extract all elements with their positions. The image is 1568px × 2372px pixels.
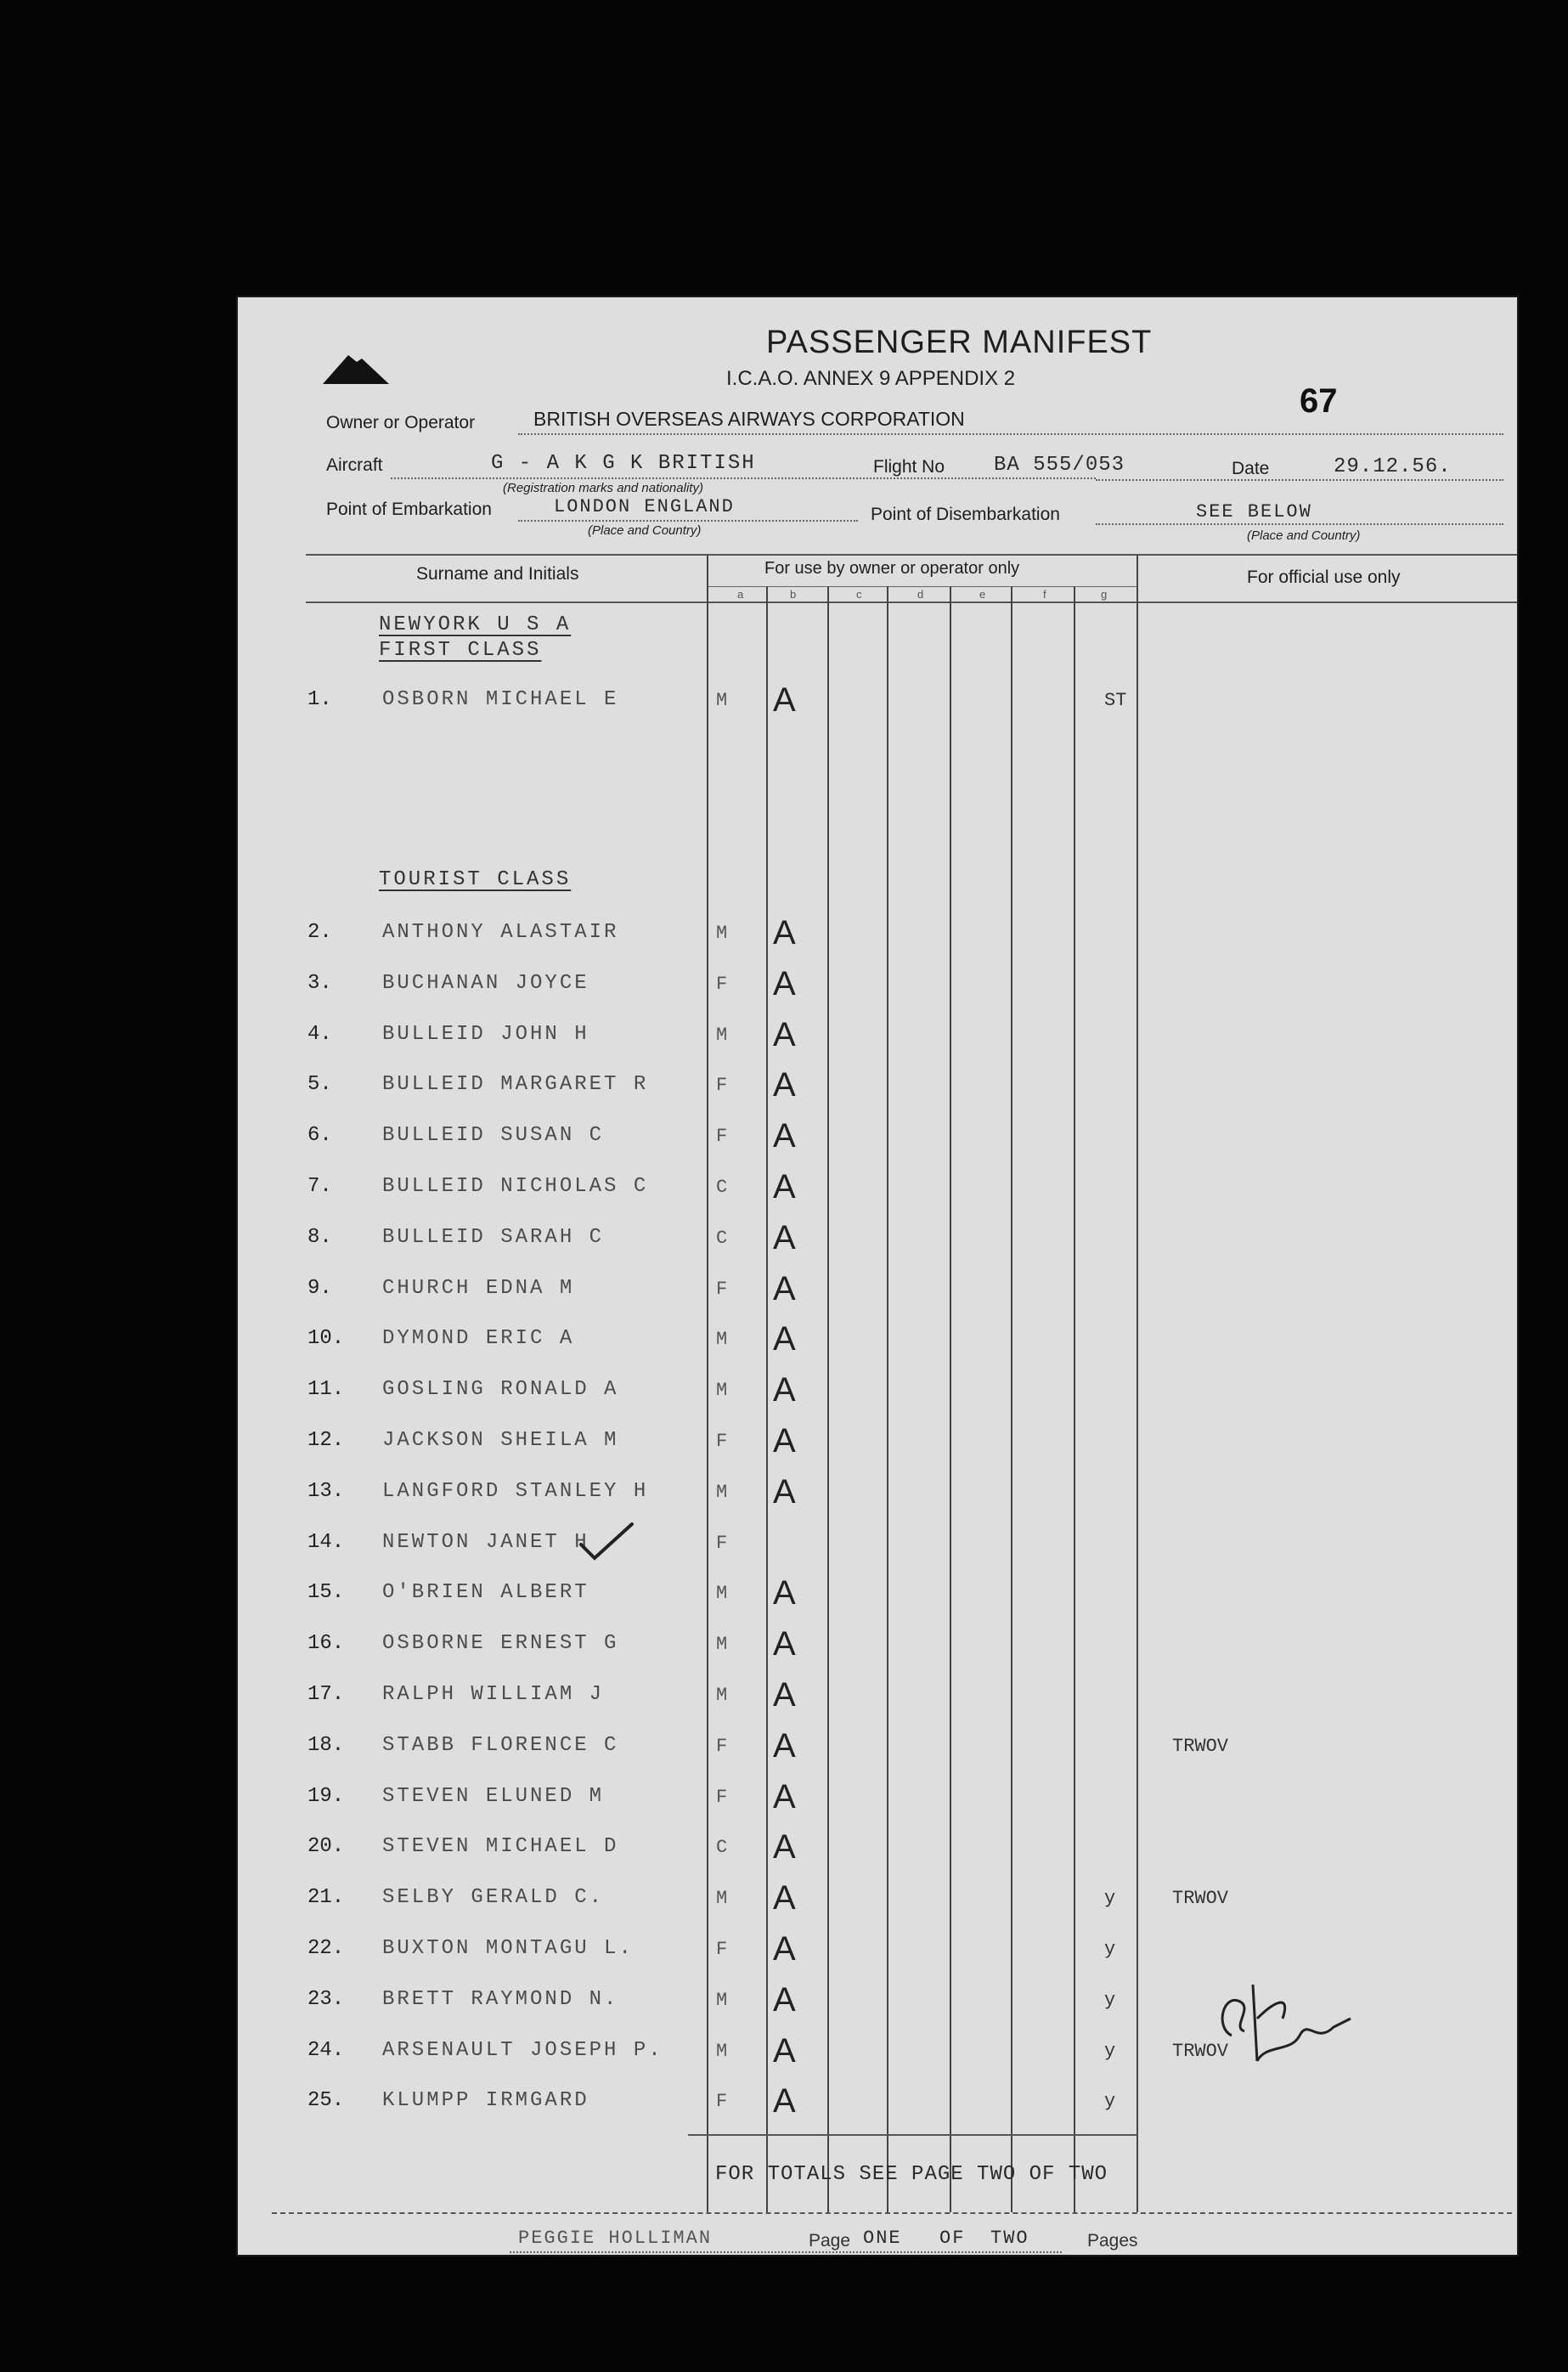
passenger-name: ANTHONY ALASTAIR — [382, 921, 619, 944]
passenger-name: BULLEID NICHOLAS C — [382, 1175, 649, 1198]
passenger-name: LANGFORD STANLEY H — [382, 1480, 649, 1503]
passenger-name: BUXTON MONTAGU L. — [382, 1937, 634, 1960]
table-header-bottom-rule — [306, 601, 1517, 603]
passenger-sex: F — [716, 1787, 728, 1808]
row-number: 24. — [307, 2039, 345, 2062]
passenger-name: GOSLING RONALD A — [382, 1378, 619, 1401]
table-top-rule — [306, 554, 1517, 556]
handwritten-initials-icon — [1206, 1968, 1359, 2095]
passenger-row — [238, 1676, 1517, 1724]
passenger-row — [238, 1778, 1517, 1826]
passenger-sex: C — [716, 1177, 728, 1198]
col-g-value: y — [1104, 1990, 1116, 2011]
col-g-value: y — [1104, 1888, 1116, 1909]
passenger-sex: F — [716, 1075, 728, 1096]
owner-label: Owner or Operator — [326, 413, 476, 432]
passenger-row — [238, 1422, 1517, 1470]
handwritten-mark: A — [773, 1270, 796, 1307]
disembark-dotline — [1096, 523, 1503, 525]
page-value: ONE — [863, 2228, 902, 2249]
passenger-row — [238, 965, 1517, 1013]
totals-note: FOR TOTALS SEE PAGE TWO OF TWO — [715, 2163, 1108, 2186]
row-number: 9. — [307, 1277, 332, 1300]
passenger-sex: M — [716, 1685, 728, 1706]
passenger-row — [238, 1625, 1517, 1673]
row-number: 15. — [307, 1581, 345, 1604]
document-title: PASSENGER MANIFEST — [766, 325, 1153, 360]
row-number: 14. — [307, 1531, 345, 1554]
passenger-sex: M — [716, 1990, 728, 2011]
passenger-row — [238, 1117, 1517, 1165]
passenger-sex: F — [716, 1736, 728, 1757]
embark-value: LONDON ENGLAND — [554, 496, 735, 517]
of-label: OF — [939, 2228, 966, 2249]
passenger-name: SELBY GERALD C. — [382, 1886, 605, 1909]
passenger-row — [238, 1828, 1517, 1876]
row-number: 1. — [307, 688, 332, 711]
handwritten-mark: A — [773, 1981, 796, 2019]
passenger-row — [238, 1270, 1517, 1318]
date-label: Date — [1232, 459, 1270, 478]
row-number: 21. — [307, 1886, 345, 1909]
totals-top-rule — [688, 2134, 1138, 2136]
passenger-name: NEWTON JANET H — [382, 1531, 589, 1554]
col-g-value: y — [1104, 1939, 1116, 1960]
passenger-name: ARSENAULT JOSEPH P. — [382, 2039, 663, 2062]
handwritten-mark: A — [773, 1574, 796, 1612]
subcol-g: g — [1101, 588, 1108, 601]
passenger-sex: F — [716, 1533, 728, 1554]
owner-subheader-rule — [707, 586, 1137, 587]
passenger-row — [238, 1473, 1517, 1521]
handwritten-mark: A — [773, 681, 796, 719]
row-number: 22. — [307, 1937, 345, 1960]
section-destination: NEWYORK U S A — [379, 613, 572, 636]
handwritten-mark: A — [773, 1828, 796, 1866]
handwritten-mark: A — [773, 1016, 796, 1053]
row-number: 8. — [307, 1226, 332, 1249]
pages-label: Pages — [1087, 2231, 1138, 2251]
row-number: 11. — [307, 1378, 345, 1401]
embark-dotline — [518, 520, 858, 522]
passenger-sex: M — [716, 1634, 728, 1655]
flight-value: BA 555/053 — [994, 454, 1125, 477]
row-number: 10. — [307, 1327, 345, 1350]
passenger-row — [238, 1879, 1517, 1927]
passenger-name: RALPH WILLIAM J — [382, 1683, 605, 1706]
aircraft-label: Aircraft — [326, 455, 383, 475]
passenger-row — [238, 1066, 1517, 1114]
passenger-name: KLUMPP IRMGARD — [382, 2089, 589, 2112]
col-header-names: Surname and Initials — [416, 564, 579, 584]
handwritten-mark: A — [773, 914, 796, 952]
aircraft-dotline — [391, 477, 1096, 479]
passenger-sex: M — [716, 1380, 728, 1401]
passenger-row — [238, 1219, 1517, 1267]
passenger-sex: M — [716, 923, 728, 944]
row-number: 3. — [307, 972, 332, 995]
passenger-name: BRETT RAYMOND N. — [382, 1988, 619, 2011]
row-number: 5. — [307, 1073, 332, 1096]
subcol-b: b — [790, 588, 797, 601]
subcol-e: e — [979, 588, 986, 601]
official-note: TRWOV — [1172, 2041, 1229, 2062]
passenger-row — [238, 1524, 1517, 1572]
subcol-a: a — [737, 588, 744, 601]
signatory-name: PEGGIE HOLLIMAN — [518, 2228, 713, 2249]
passenger-name: STABB FLORENCE C — [382, 1734, 619, 1757]
handwritten-mark: A — [773, 1371, 796, 1409]
handwritten-mark: A — [773, 1219, 796, 1257]
passenger-sex: M — [716, 1482, 728, 1503]
page-label: Page — [809, 2231, 851, 2251]
handwritten-mark: A — [773, 2082, 796, 2120]
handwritten-mark: A — [773, 1930, 796, 1968]
subcol-d: d — [917, 588, 924, 601]
row-number: 16. — [307, 1632, 345, 1655]
passenger-sex: C — [716, 1228, 728, 1249]
handwritten-mark: A — [773, 1422, 796, 1460]
embark-label: Point of Embarkation — [326, 500, 492, 519]
passenger-name: BUCHANAN JOYCE — [382, 972, 589, 995]
section-first-class: FIRST CLASS — [379, 639, 542, 662]
passenger-sex: M — [716, 690, 728, 711]
passenger-row — [238, 1727, 1517, 1775]
handwritten-mark: A — [773, 1066, 796, 1104]
passenger-sex: M — [716, 2041, 728, 2062]
col-header-official: For official use only — [1247, 568, 1401, 587]
aircraft-value: G - A K G K BRITISH — [491, 452, 756, 475]
passenger-row — [238, 1574, 1517, 1622]
passenger-sex: F — [716, 974, 728, 995]
of-value: TWO — [990, 2228, 1029, 2249]
row-number: 6. — [307, 1124, 332, 1147]
page-number: 67 — [1300, 382, 1338, 420]
passenger-sex: M — [716, 1329, 728, 1350]
passenger-name: OSBORNE ERNEST G — [382, 1632, 619, 1655]
passenger-name: STEVEN MICHAEL D — [382, 1835, 619, 1858]
manifest-sheet — [238, 297, 1517, 2255]
handwritten-mark: A — [773, 2032, 796, 2070]
passenger-sex: F — [716, 1126, 728, 1147]
passenger-sex: M — [716, 1888, 728, 1909]
col-g-value: ST — [1104, 690, 1127, 711]
passenger-name: BULLEID SUSAN C — [382, 1124, 605, 1147]
passenger-row — [238, 1320, 1517, 1368]
passenger-name: BULLEID JOHN H — [382, 1023, 589, 1046]
row-number: 13. — [307, 1480, 345, 1503]
col-header-owner: For use by owner or operator only — [764, 559, 1020, 578]
passenger-name: CHURCH EDNA M — [382, 1277, 575, 1300]
row-number: 20. — [307, 1835, 345, 1858]
disembark-hint: (Place and Country) — [1247, 528, 1361, 543]
passenger-sex: F — [716, 2091, 728, 2112]
passenger-row — [238, 914, 1517, 962]
passenger-row — [238, 1371, 1517, 1419]
row-number: 23. — [307, 1988, 345, 2011]
disembark-value: SEE BELOW — [1196, 501, 1312, 522]
owner-dotline — [518, 433, 1503, 435]
passenger-sex: C — [716, 1837, 728, 1858]
handwritten-mark: A — [773, 965, 796, 1002]
passenger-name: O'BRIEN ALBERT — [382, 1581, 589, 1604]
handwritten-mark: A — [773, 1676, 796, 1714]
footer-dotline — [510, 2251, 1062, 2253]
subcol-f: f — [1043, 588, 1046, 601]
row-number: 7. — [307, 1175, 332, 1198]
passenger-name: JACKSON SHEILA M — [382, 1429, 619, 1452]
passenger-name: DYMOND ERIC A — [382, 1327, 575, 1350]
handwritten-mark: A — [773, 1879, 796, 1917]
row-number: 4. — [307, 1023, 332, 1046]
official-note: TRWOV — [1172, 1736, 1229, 1757]
passenger-name: STEVEN ELUNED M — [382, 1785, 605, 1808]
row-number: 25. — [307, 2089, 345, 2112]
col-g-value: y — [1104, 2091, 1116, 2112]
speedbird-logo-icon — [323, 347, 391, 389]
row-number: 12. — [307, 1429, 345, 1452]
flight-dotline — [1096, 479, 1503, 481]
handwritten-mark: A — [773, 1117, 796, 1155]
passenger-row — [238, 1168, 1517, 1216]
handwritten-mark: A — [773, 1168, 796, 1206]
passenger-name: BULLEID SARAH C — [382, 1226, 605, 1249]
passenger-sex: M — [716, 1583, 728, 1604]
row-number: 2. — [307, 921, 332, 944]
table-bottom-rule — [272, 2212, 1512, 2214]
row-number: 18. — [307, 1734, 345, 1757]
date-value: 29.12.56. — [1334, 455, 1452, 478]
embark-hint: (Place and Country) — [588, 523, 702, 538]
flight-label: Flight No — [873, 457, 945, 477]
handwritten-mark: A — [773, 1778, 796, 1816]
document-subtitle: I.C.A.O. ANNEX 9 APPENDIX 2 — [726, 367, 1016, 390]
row-number: 17. — [307, 1683, 345, 1706]
official-note: TRWOV — [1172, 1888, 1229, 1909]
passenger-row — [238, 1016, 1517, 1064]
subcol-c: c — [856, 588, 862, 601]
passenger-sex: F — [716, 1939, 728, 1960]
passenger-sex: M — [716, 1025, 728, 1046]
section-tourist-class: TOURIST CLASS — [379, 868, 572, 891]
aircraft-hint: (Registration marks and nationality) — [503, 481, 703, 495]
passenger-name: BULLEID MARGARET R — [382, 1073, 649, 1096]
disembark-label: Point of Disembarkation — [871, 505, 1060, 524]
check-mark-icon — [578, 1521, 637, 1563]
owner-value: BRITISH OVERSEAS AIRWAYS CORPORATION — [533, 408, 965, 430]
handwritten-mark: A — [773, 1625, 796, 1663]
passenger-row-1 — [238, 681, 1517, 729]
passenger-sex: F — [716, 1279, 728, 1300]
passenger-sex: F — [716, 1431, 728, 1452]
handwritten-mark: A — [773, 1473, 796, 1511]
col-g-value: y — [1104, 2041, 1116, 2062]
row-number: 19. — [307, 1785, 345, 1808]
passenger-name: OSBORN MICHAEL E — [382, 688, 619, 711]
handwritten-mark: A — [773, 1320, 796, 1358]
handwritten-mark: A — [773, 1727, 796, 1765]
